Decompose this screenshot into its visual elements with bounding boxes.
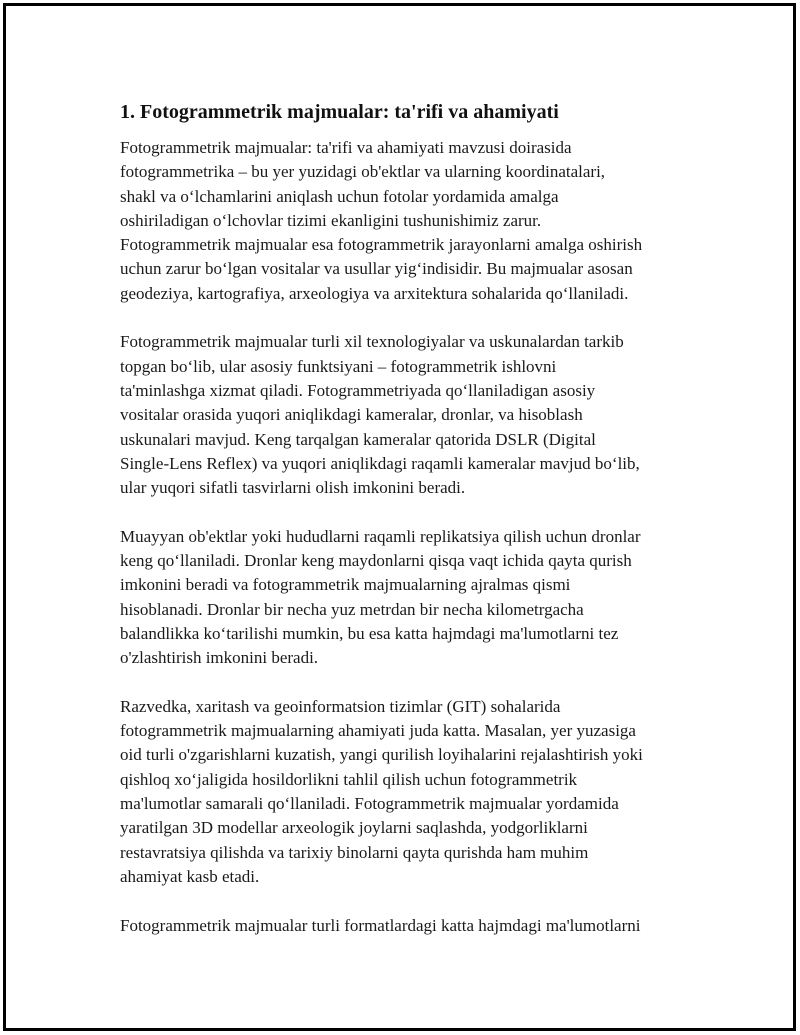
paragraph: Razvedka, xaritash va geoinformatsion tizimlar (GIT) sohalarida fotogrammetrik majmualarning ahamiyati juda katta. Masalan, yer yuzasiga oid turli o'zgarishlarni kuzatish, yangi qurilish loyihalarini rejalashtirish yoki qishloq xoʻjaligida hosildorlikni tahlil qilish uchun fotogrammetrik ma'lumotlar samarali qoʻllaniladi. Fotogrammetrik majmualar yordamida yaratilgan 3D modellar arxeologik joylarni saqlashda, yodgorliklarni restavratsiya qilishda va tarixiy binolarni qayta qurishda ham muhim ahamiyat kasb etadi. <box>120 696 643 886</box>
paragraph: Fotogrammetrik majmualar: ta'rifi va ahamiyati mavzusi doirasida fotogrammetrika – bu yer yuzidagi ob'ektlar va ularning koordinatalari, shakl va oʻlchamlarini aniqlash uchun fotolar yordamida amalga oshiriladigan oʻlchovlar tizimi ekanligini tushunishimiz zarur. Fotogrammetrik majmualar esa fotogrammetrik jarayonlarni amalga oshirish uchun zarur boʻlgan vositalar va usullar yigʻindisidir. Bu majmualar asosan geodeziya, kartografiya, arxeologiya va arxitektura sohalarida qoʻllaniladi. <box>120 138 643 303</box>
document-page <box>3 3 796 1031</box>
page-title: 1. Fotogrammetrik majmualar: ta'rifi va ahamiyati <box>120 101 559 123</box>
paragraph: Fotogrammetrik majmualar turli xil texnologiyalar va uskunalardan tarkib topgan boʻlib, ular asosiy funktsiyani – fotogrammetrik ishlovni ta'minlashga xizmat qiladi. Fotogrammetriyada qoʻllaniladigan asosiy vositalar orasida yuqori aniqlikdagi kameralar, dronlar, va hisoblash uskunalari mavjud. Keng tarqalgan kameralar qatorida DSLR (Digital Single-Lens Reflex) va yuqori aniqlikdagi raqamli kameralar mavjud boʻlib, ular yuqori sifatli tasvirlarni olish imkonini beradi. <box>120 332 640 498</box>
paragraph: Muayyan ob'ektlar yoki hududlarni raqamli replikatsiya qilish uchun dronlar keng qoʻllaniladi. Dronlar keng maydonlarni qisqa vaqt ichida qayta qurish imkonini beradi va fotogrammetrik majmualarning ajralmas qismi hisoblanadi. Dronlar bir necha yuz metrdan bir necha kilometrgacha balandlikka koʻtarilishi mumkin, bu esa katta hajmdagi ma'lumotlarni tez o'zlashtirish imkonini beradi. <box>120 526 641 668</box>
paragraph: Fotogrammetrik majmualar turli formatlardagi katta hajmdagi ma'lumotlarni <box>120 915 641 935</box>
document-body <box>120 98 700 962</box>
